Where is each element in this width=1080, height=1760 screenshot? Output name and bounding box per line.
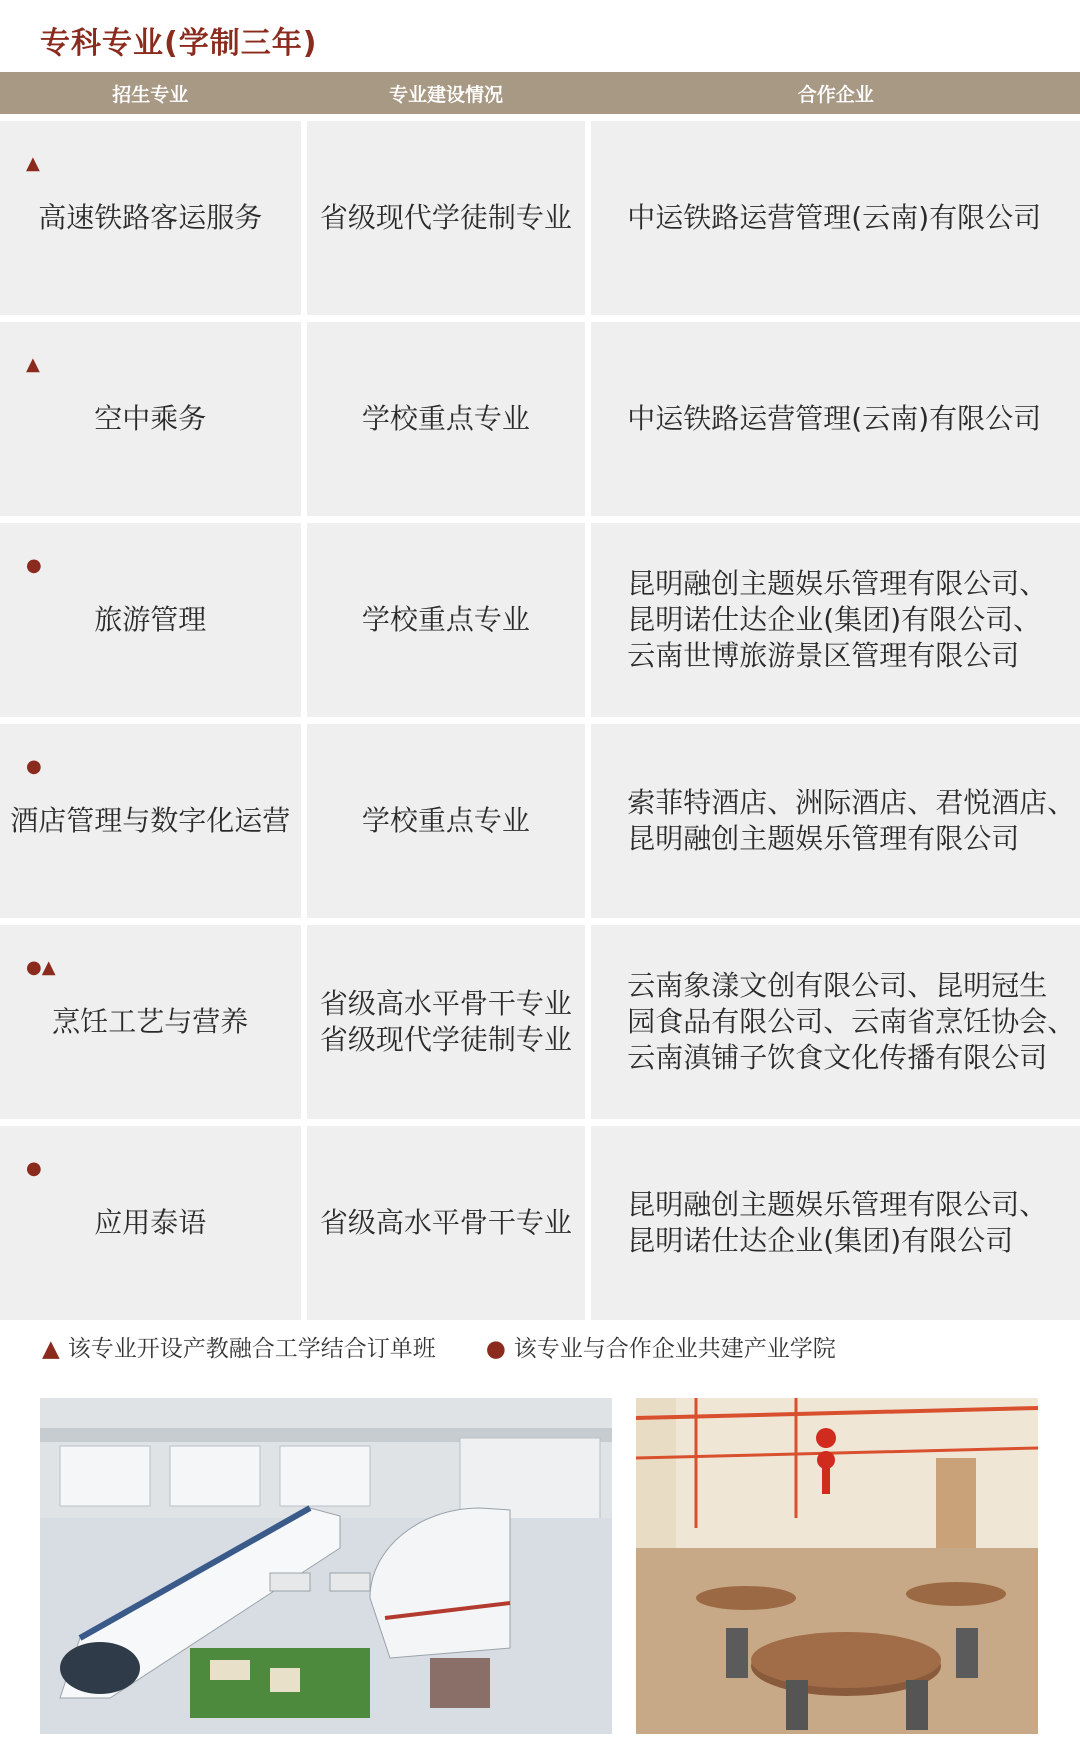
marker-icon: ▲	[26, 153, 40, 174]
table-row	[0, 1126, 1080, 1320]
legend-triangle	[42, 1330, 436, 1363]
major-name: 酒店管理与数字化运营	[10, 804, 291, 837]
header-major: 招生专业	[112, 83, 189, 106]
partners-cell: 昆明融创主题娱乐管理有限公司、 昆明诺仕达企业(集团)有限公司、 云南世博旅游景区管理有限公司	[591, 523, 1080, 717]
status-cell: 省级高水平骨干专业 省级现代学徒制专业	[307, 925, 586, 1119]
header-partners: 合作企业	[797, 83, 874, 106]
partners-cell: 云南象漾文创有限公司、昆明冠生 园食品有限公司、云南省烹饪协会、 云南滇铺子饮食文化传播有限公司	[591, 925, 1080, 1119]
status-cell: 学校重点专业	[307, 724, 586, 918]
table-row	[0, 724, 1080, 918]
status-cell: 学校重点专业	[307, 523, 586, 717]
partners-cell: 中运铁路运营管理(云南)有限公司	[591, 322, 1080, 516]
legend-circle-text: 该专业与合作企业共建产业学院	[513, 1336, 836, 1362]
table-row	[0, 925, 1080, 1119]
table-row	[0, 322, 1080, 516]
restaurant-photo	[636, 1398, 1038, 1734]
major-name: 空中乘务	[94, 402, 207, 435]
major-cell	[0, 724, 301, 918]
status-cell: 学校重点专业	[307, 322, 586, 516]
major-cell	[0, 1126, 301, 1320]
circle-icon: ●	[485, 1336, 506, 1362]
marker-icon: ●	[26, 555, 42, 576]
table-header	[0, 72, 1080, 114]
marker-icon: ●▲	[26, 957, 56, 978]
major-cell	[0, 322, 301, 516]
major-name: 应用泰语	[94, 1206, 207, 1239]
status-cell: 省级现代学徒制专业	[307, 121, 586, 315]
major-cell	[0, 121, 301, 315]
major-name: 烹饪工艺与营养	[52, 1005, 249, 1038]
restaurant-illustration	[636, 1398, 1038, 1734]
train-hall-illustration	[40, 1398, 612, 1734]
major-cell	[0, 523, 301, 717]
major-cell	[0, 925, 301, 1119]
partners-cell: 中运铁路运营管理(云南)有限公司	[591, 121, 1080, 315]
major-name: 高速铁路客运服务	[38, 201, 263, 234]
page-title: 专科专业(学制三年)	[40, 26, 318, 61]
train-training-hall-photo	[40, 1398, 612, 1734]
partners-cell: 昆明融创主题娱乐管理有限公司、 昆明诺仕达企业(集团)有限公司	[591, 1126, 1080, 1320]
marker-icon: ▲	[26, 354, 40, 375]
status-cell: 省级高水平骨干专业	[307, 1126, 586, 1320]
table-row	[0, 121, 1080, 315]
header-status: 专业建设情况	[389, 83, 504, 106]
majors-table	[0, 72, 1080, 1320]
major-name: 旅游管理	[94, 603, 207, 636]
partners-cell: 索菲特酒店、洲际酒店、君悦酒店、 昆明融创主题娱乐管理有限公司	[591, 724, 1080, 918]
triangle-icon: ▲	[42, 1336, 60, 1362]
marker-icon: ●	[26, 756, 42, 777]
legend-triangle-text: 该专业开设产教融合工学结合订单班	[67, 1336, 436, 1362]
legend	[42, 1330, 836, 1363]
table-row	[0, 523, 1080, 717]
marker-icon: ●	[26, 1158, 42, 1179]
legend-circle	[486, 1330, 836, 1363]
